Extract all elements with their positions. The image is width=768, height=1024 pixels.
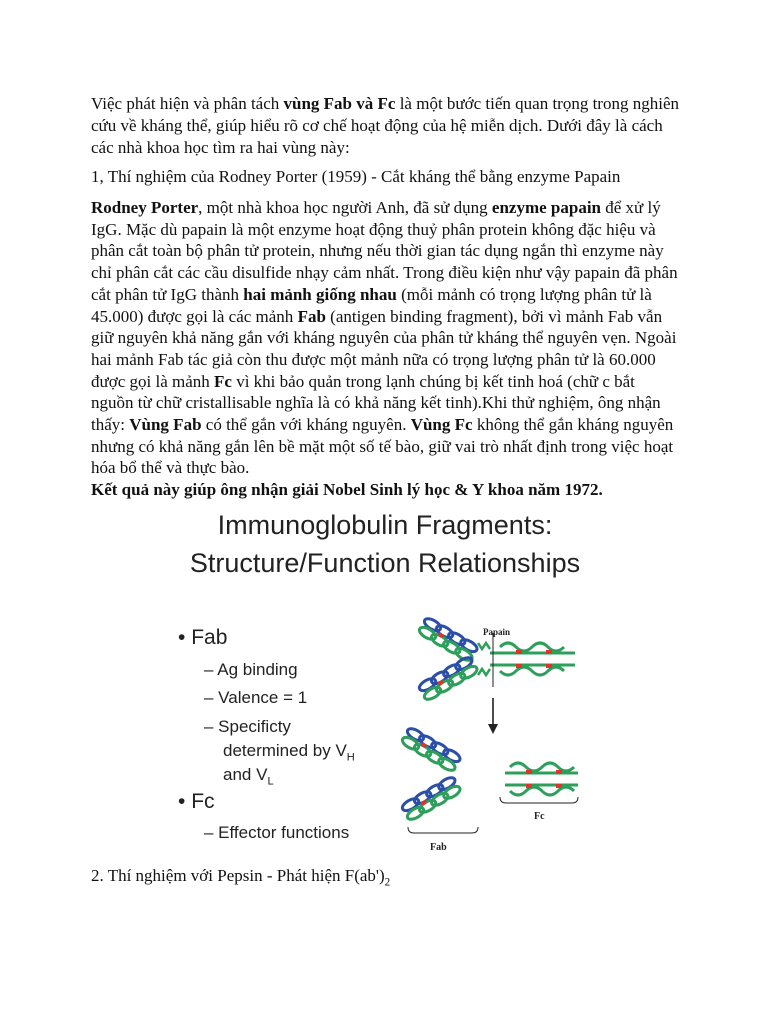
igg-fc-stem [490, 643, 575, 675]
fab-bracket [408, 827, 478, 833]
immunoglobulin-figure [160, 505, 610, 855]
porter-text-5: vì khi bảo quản trong lạnh chúng bị kết tinh hoá (chữ c bắt nguồn từ chữ cristallisable nghĩa là có khả năng kết tinh).Khi thử nghiệm, ông nhận thấy: [91, 371, 661, 435]
valence-item: – Valence = 1 [204, 688, 308, 707]
vh-subscript: H [346, 751, 355, 764]
determined-by-text: determined by V [223, 741, 347, 760]
fc-term: Fc [214, 371, 232, 391]
effector-item: – Effector functions [204, 823, 350, 842]
figure-title-line-2: Structure/Function Relationships [189, 548, 581, 578]
porter-text-1: , một nhà khoa học người Anh, đã sử dụng [198, 198, 492, 217]
and-vl-text: and V [223, 765, 268, 784]
porter-paragraph [91, 197, 681, 479]
fab-label: Fab [430, 842, 447, 853]
igg-hinge-lower [478, 669, 490, 675]
experiment-2-heading [91, 865, 681, 893]
fc-fragment [505, 763, 578, 795]
intro-bold-fab-fc: vùng Fab và Fc [283, 94, 396, 113]
nobel-result [91, 479, 681, 501]
porter-text-6: có thể gắn với kháng nguyên. [201, 415, 411, 435]
fab-fragment-lower [400, 775, 461, 821]
vl-subscript: L [267, 775, 274, 788]
igg-upper-fab-arm [417, 616, 478, 662]
papain-label: Papain [483, 627, 511, 637]
experiment-1-heading-text: 1, Thí nghiệm của Rodney Porter (1959) - Cắt kháng thể bằng enzyme Papain [91, 167, 621, 186]
papain-digestion-diagram [160, 505, 610, 855]
specificity-item: – Specificty [204, 717, 291, 736]
fab-term: Fab [297, 306, 326, 326]
fc-label: Fc [534, 811, 545, 822]
bullet-dot-2: • [178, 790, 186, 813]
digestion-arrow [488, 698, 498, 734]
porter-text-3: (mỗi mảnh có trọng lượng phân tử là 45.000) được gọi là các mảnh [91, 284, 652, 326]
experiment-2-text: 2. Thí nghiệm với Pepsin - Phát hiện F(ab') [91, 866, 385, 885]
figure-title-line-1: Immunoglobulin Fragments: [217, 510, 553, 540]
bullet-dot: • [178, 626, 186, 649]
fc-region-term: Vùng Fc [410, 415, 473, 435]
igg-hinge-upper [478, 643, 490, 649]
porter-name: Rodney Porter [91, 198, 199, 217]
porter-text-2: để xử lý IgG. Mặc dù papain là một enzyme hoạt động thuỷ phân protein không đặc hiệu và phân cắt toàn bộ phân tử protein, nhưng nếu thời gian tác dụng ngắn thì enzyme này chỉ phân cắt các cầu disulfide nhạy cảm nhất. Trong điều kiện như vậy papain đã phân cắt phân tử IgG thành [91, 198, 678, 304]
intro-text-2: là một bước tiến quan trọng trong nghiên cứu về kháng thể, giúp hiểu rõ cơ chế hoạt động của hệ miễn dịch. Dưới đây là cách các nhà khoa học tìm ra hai vùng này: [91, 94, 679, 157]
fab-region-term: Vùng Fab [129, 415, 202, 435]
nobel-result-text: Kết quả này giúp ông nhận giải Nobel Sinh lý học & Y khoa năm 1972. [91, 480, 603, 499]
experiment-2-subscript: 2 [384, 876, 391, 889]
fc-bullet-label: Fc [191, 790, 215, 813]
fc-bracket [500, 797, 578, 803]
ag-binding-item: – Ag binding [204, 660, 298, 679]
fab-fragment-upper [400, 726, 461, 772]
porter-text-7: không thể gắn kháng nguyên nhưng có khả năng gắn lên bề mặt một số tế bào, giữ vai trò nhất định trong việc hoạt hóa bổ thể và thực bào. [91, 415, 674, 478]
porter-text-4: (antigen binding fragment), bởi vì mảnh Fab vẫn giữ nguyên khả năng gắn với kháng nguyên của phân tử kháng thể nguyên vẹn. Ngoài hai mảnh Fab tác giả còn thu được một mảnh nữa có trọng lượng phân tử là 60.000 được gọi là mảnh [91, 306, 677, 391]
igg-lower-fab-arm [417, 655, 478, 701]
fab-bullet-label: Fab [191, 626, 228, 649]
two-identical-fragments: hai mảnh giống nhau [243, 284, 397, 304]
enzyme-papain: enzyme papain [491, 198, 601, 217]
intro-paragraph [91, 93, 681, 159]
experiment-1-heading [91, 166, 681, 188]
intro-text-1: Việc phát hiện và phân tách [91, 94, 284, 113]
